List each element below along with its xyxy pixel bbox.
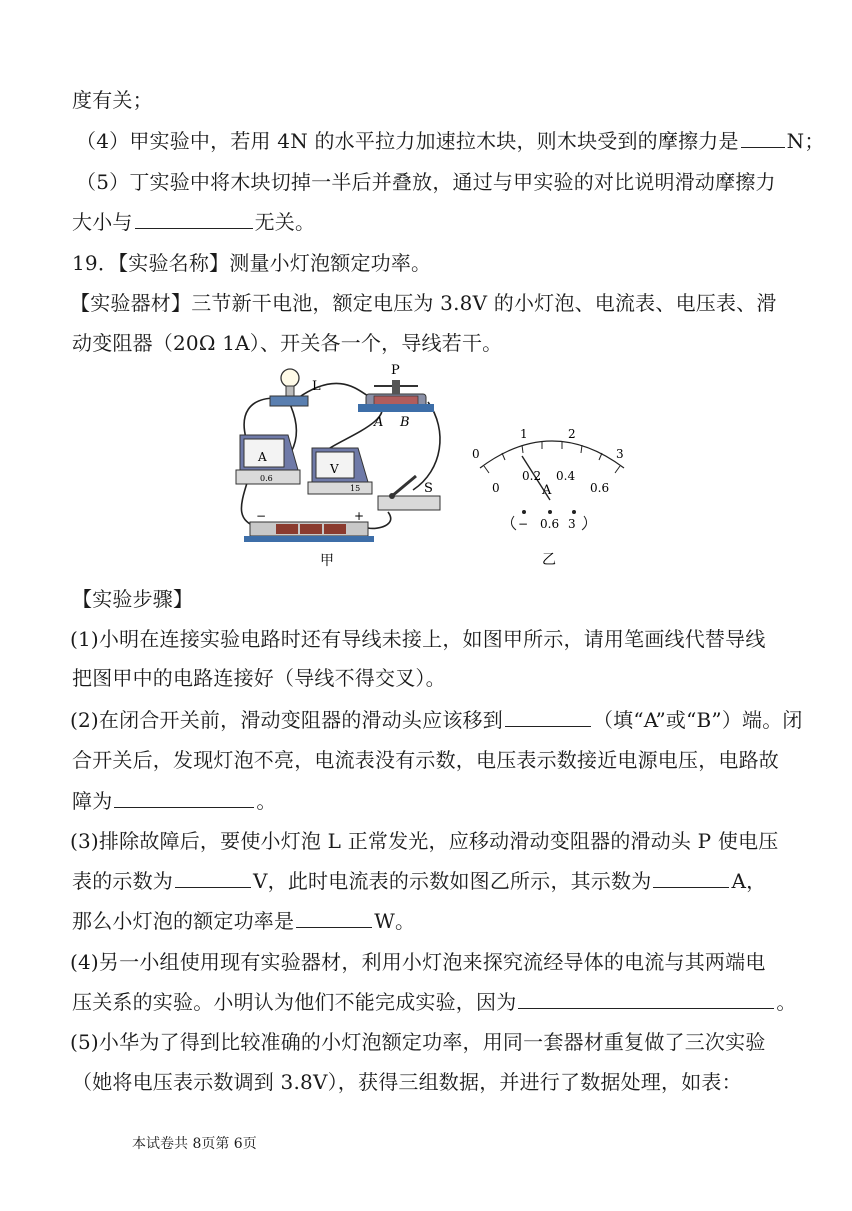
question-19-title: 19．【实验名称】测量小灯泡额定功率。 — [72, 251, 432, 275]
battery-plus-label: + — [354, 509, 365, 523]
lamp-label: L — [312, 379, 321, 394]
top-scale-0: 0 — [472, 447, 480, 461]
step-3-line-3 — [72, 907, 415, 935]
voltmeter-icon — [308, 448, 372, 494]
voltmeter-terminal: 15 — [350, 484, 361, 493]
step-2-hint: （填“A”或“B”）端。闭 — [592, 708, 803, 732]
answer-blank[interactable] — [741, 127, 785, 148]
step-2-text: (2)在闭合开关前，滑动变阻器的滑动头应该移到 — [70, 708, 503, 732]
step-3-line-2 — [72, 867, 766, 895]
end-b-label: B — [400, 415, 410, 430]
bottom-scale-02: 0.2 — [522, 469, 542, 483]
answer-blank[interactable] — [518, 988, 774, 1009]
battery-icon — [244, 522, 374, 542]
steps-heading: 【实验步骤】 — [72, 587, 194, 611]
slider-label: P — [391, 363, 400, 378]
lamp-icon — [270, 369, 308, 406]
rheostat-icon — [358, 380, 434, 412]
step-4-line-2 — [72, 988, 797, 1016]
terminal-minus: − — [518, 517, 529, 531]
step-3-line-1: (3)排除故障后，要使小灯泡 L 正常发光，应移动滑动变阻器的滑动头 P 使电压 — [70, 829, 779, 853]
question-5: （5）丁实验中将木块切掉一半后并叠放，通过与甲实验的对比说明滑动摩擦力 — [76, 170, 776, 194]
step-2-line-1 — [70, 706, 803, 734]
bottom-scale-0: 0 — [492, 481, 500, 495]
text-line: 度有关； — [72, 88, 153, 112]
step-3-current-unit: A， — [731, 869, 767, 893]
end-a-label: A — [374, 415, 384, 430]
question-4-text: （4）甲实验中，若用 4N 的水平拉力加速拉木块，则木块受到的摩擦力是 — [76, 129, 739, 153]
battery-minus-label: − — [256, 509, 267, 523]
question-4-unit: N； — [786, 129, 825, 153]
page-footer: 本试卷共 8页第 6页 — [132, 1136, 257, 1152]
top-scale-3: 3 — [616, 447, 624, 461]
question-5-end: 无关。 — [254, 210, 316, 234]
terminal-06: 0.6 — [540, 517, 560, 531]
answer-blank[interactable] — [505, 706, 591, 727]
step-3-voltage-text: 表的示数为 — [72, 869, 173, 893]
circuit-figure-jia — [228, 360, 450, 575]
answer-blank[interactable] — [114, 787, 254, 808]
terminal-3: 3 — [568, 517, 576, 531]
unit-label: A — [542, 483, 552, 498]
step-3-current-text: V，此时电流表的示数如图乙所示，其示数为 — [253, 869, 652, 893]
voltmeter-label: V — [330, 462, 339, 476]
step-1-line-2: 把图甲中的电路连接好（导线不得交叉）。 — [72, 666, 446, 690]
step-3-power-unit: W。 — [374, 909, 416, 933]
figure-caption-yi: 乙 — [542, 552, 556, 568]
answer-blank[interactable] — [135, 208, 253, 229]
ammeter-dial-figure-yi — [462, 420, 642, 570]
answer-blank[interactable] — [653, 867, 729, 888]
bottom-scale-06: 0.6 — [590, 481, 610, 495]
bottom-scale-04: 0.4 — [556, 469, 576, 483]
equipment-line-1: 【实验器材】三节新干电池，额定电压为 3.8V 的小灯泡、电流表、电压表、滑 — [70, 291, 777, 315]
answer-blank[interactable] — [296, 907, 372, 928]
equipment-line-2: 动变阻器（20Ω 1A）、开关各一个，导线若干。 — [72, 331, 503, 355]
ammeter-terminal: 0.6 — [260, 474, 273, 483]
step-1-line-1: (1)小明在连接实验电路时还有导线未接上，如图甲所示，请用笔画线代替导线 — [70, 627, 766, 651]
step-5-line-2: （她将电压表示数调到 3.8V），获得三组数据，并进行了数据处理，如表： — [72, 1070, 742, 1094]
question-5-cont — [72, 208, 315, 236]
step-4-text: 压关系的实验。小明认为他们不能完成实验，因为 — [72, 990, 517, 1014]
question-4 — [76, 127, 825, 155]
step-4-line-1: (4)另一小组使用现有实验器材，利用小灯泡来探究流经导体的电流与其两端电 — [70, 950, 766, 974]
question-5-text: 大小与 — [72, 210, 133, 234]
step-3-power-text: 那么小灯泡的额定功率是 — [72, 909, 295, 933]
step-2-fault-label: 障为 — [72, 789, 113, 813]
top-scale-2: 2 — [568, 427, 576, 441]
step-5-line-1: (5)小华为了得到比较准确的小灯泡额定功率，用同一套器材重复做了三次实验 — [70, 1030, 766, 1054]
step-2-line-2: 合开关后，发现灯泡不亮，电流表没有示数，电压表示数接近电源电压，电路故 — [72, 748, 779, 772]
step-2-line-3 — [72, 787, 277, 815]
switch-label: S — [424, 481, 433, 496]
figure-caption-jia: 甲 — [320, 553, 334, 569]
answer-blank[interactable] — [175, 867, 251, 888]
ammeter-label: A — [258, 450, 267, 464]
step-4-end: 。 — [776, 990, 797, 1014]
step-2-end: 。 — [256, 789, 277, 813]
top-scale-1: 1 — [520, 427, 528, 441]
